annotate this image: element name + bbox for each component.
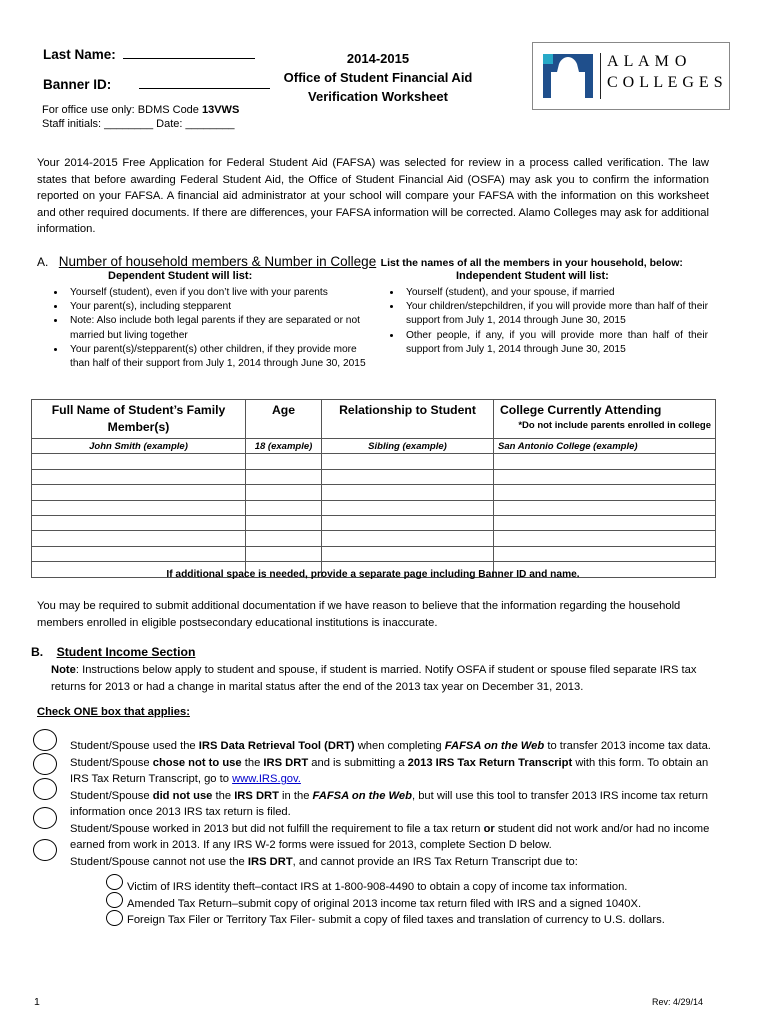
- last-name-field[interactable]: [43, 46, 255, 62]
- section-b-heading: B. Student Income Section: [31, 645, 196, 659]
- sub-option-amended-return-radio[interactable]: [106, 892, 123, 908]
- list-item: • Other people, if any, if you will provide more than half of their support from July 1, 2014 through June 30, 2015: [402, 329, 708, 357]
- section-b-note: Note: Instructions below apply to student and spouse, if student is married. Notify OSFA if student or spouse filed separate IRS tax returns for 2013 or had a change in marital status after the end of the 2013 tax year on December 31, 2013.: [51, 664, 697, 693]
- section-b-title: Student Income Section: [56, 645, 196, 659]
- sub-option-foreign-filer-radio[interactable]: [106, 910, 123, 926]
- dependent-heading: Dependent Student will list:: [108, 270, 253, 282]
- option-no-return-text: Student/Spouse worked in 2013 but did not fulfill the requirement to file a tax return or student did not work and/or had no income earned from work in 2013. If any IRS W-2 forms were issued for 2013, complete Section D below.: [70, 822, 710, 851]
- sub-options: [127, 879, 727, 929]
- col-header-age: Age: [246, 400, 322, 439]
- list-item: Foreign Tax Filer or Territory Tax Filer- submit a copy of filed taxes and translation of currency to U.S. dollars.: [127, 914, 665, 926]
- office-use-line: For office use only: BDMS Code 13VWS: [42, 104, 240, 116]
- independent-list: [368, 286, 708, 357]
- independent-heading: Independent Student will list:: [456, 270, 609, 282]
- table-row[interactable]: [32, 546, 716, 561]
- banner-id-line[interactable]: [139, 76, 270, 89]
- logo-text-alamo: A L A M O: [607, 53, 688, 70]
- household-table: [31, 399, 716, 578]
- list-item: • Yourself (student), and your spouse, if married: [402, 286, 708, 300]
- list-item: • Your children/stepchildren, if you will provide more than half of their support from July 1, 2014 through June 30, 2015: [402, 300, 708, 328]
- alamo-colleges-logo: [532, 42, 730, 110]
- table-header-row: [32, 400, 716, 439]
- list-item: • Your parent(s)/stepparent(s) other children, if they provide more than half of their support from July 1, 2014 through June 30, 2015: [66, 343, 372, 371]
- table-row[interactable]: [32, 515, 716, 530]
- option-drt-text: Student/Spouse used the IRS Data Retrieval Tool (DRT) when completing FAFSA on the Web to transfer 2013 income tax data.: [70, 740, 711, 752]
- table-row[interactable]: [32, 500, 716, 515]
- section-a-subtitle: List the names of all the members in your household, below:: [380, 257, 683, 269]
- list-item: Amended Tax Return–submit copy of original 2013 income tax return filed with IRS and a signed 1040X.: [127, 897, 642, 910]
- table-row[interactable]: [32, 485, 716, 500]
- banner-id-label: Banner ID:: [43, 77, 112, 92]
- bdms-code: 13VWS: [201, 104, 240, 116]
- option-drt-radio[interactable]: [33, 729, 57, 751]
- irs-gov-link[interactable]: www.IRS.gov.: [232, 773, 301, 785]
- option-will-use-drt-text: Student/Spouse did not use the IRS DRT in the FAFSA on the Web, but will use this tool to transfer 2013 IRS income tax return information once 2013 IRS tax return is filed.: [70, 789, 708, 818]
- table-row[interactable]: [32, 531, 716, 546]
- table-row: John Smith (example) 18 (example) Sibling (example) San Antonio College (example): [32, 439, 716, 454]
- col-header-college: College Currently Attending *Do not include parents enrolled in college: [494, 400, 716, 439]
- option-no-return-radio[interactable]: [33, 807, 57, 829]
- revision-date: Rev: 4/29/14: [652, 997, 704, 1007]
- table-row[interactable]: [32, 469, 716, 484]
- college-note: *Do not include parents enrolled in college: [518, 420, 711, 431]
- list-item: • Your parent(s), including stepparent: [66, 300, 372, 314]
- option-cannot-use-text: Student/Spouse cannot not use the IRS DRT, and cannot provide an IRS Tax Return Transcript due to:: [70, 855, 578, 868]
- list-item: Victim of IRS identity theft–contact IRS at 1-800-908-4490 to obtain a copy of income tax information.: [127, 881, 628, 893]
- option-transcript-text: Student/Spouse chose not to use the IRS DRT and is submitting a 2013 IRS Tax Return Transcript with this form. To obtain an IRS Tax Return Transcript, go to www.IRS.gov.: [70, 756, 709, 785]
- option-will-use-drt-radio[interactable]: [33, 778, 57, 800]
- banner-id-field[interactable]: [43, 76, 270, 92]
- alamo-mission-icon: [543, 54, 593, 98]
- additional-space-note: If additional space is needed, provide a separate page including Banner ID and name.: [166, 569, 580, 580]
- table-row[interactable]: [32, 454, 716, 469]
- sub-option-identity-theft-radio[interactable]: [106, 874, 123, 890]
- list-item: • Note: Also include both legal parents if they are separated or not married but living together: [66, 314, 372, 342]
- additional-docs-paragraph: You may be required to submit additional documentation if we have reason to believe that the information regarding the household members enrolled in eligible postsecondary educational institutions is inaccurate.: [37, 600, 681, 629]
- last-name-line[interactable]: [123, 46, 255, 59]
- page-title: 2014-2015 Office of Student Financial Aid Verification Worksheet: [283, 51, 473, 104]
- dependent-list: [32, 286, 372, 371]
- section-a-heading: A. Number of household members & Number in College List the names of all the members in your household, below:: [37, 254, 683, 269]
- option-transcript-radio[interactable]: [33, 753, 57, 775]
- col-header-relationship: Relationship to Student: [322, 400, 494, 439]
- section-a-title: Number of household members & Number in College: [58, 254, 377, 269]
- staff-initials-line: Staff initials: ________ Date: ________: [42, 118, 235, 130]
- check-one-label: Check ONE box that applies:: [37, 706, 190, 718]
- logo-text-colleges: C O L L E G E S: [607, 74, 724, 91]
- logo-divider: [600, 53, 601, 99]
- col-header-name: Full Name of Student’s Family Member(s): [32, 400, 246, 439]
- list-item: • Yourself (student), even if you don’t live with your parents: [66, 286, 372, 300]
- intro-paragraph: Your 2014-2015 Free Application for Federal Student Aid (FAFSA) was selected for review in a process called verification. The law states that before awarding Federal Student Aid, the Office of Student Financial Aid (OSFA) may ask you to confirm the information reported on your FAFSA. A financial aid administrator at your school will compare your FAFSA with the information on this worksheet and other required documents. If there are differences, your FAFSA information will be corrected. Alamo Colleges may ask for additional information.: [37, 157, 709, 235]
- page-number: 1: [34, 996, 40, 1008]
- income-options: [70, 738, 720, 870]
- last-name-label: Last Name:: [43, 47, 116, 62]
- option-cannot-use-radio[interactable]: [33, 839, 57, 861]
